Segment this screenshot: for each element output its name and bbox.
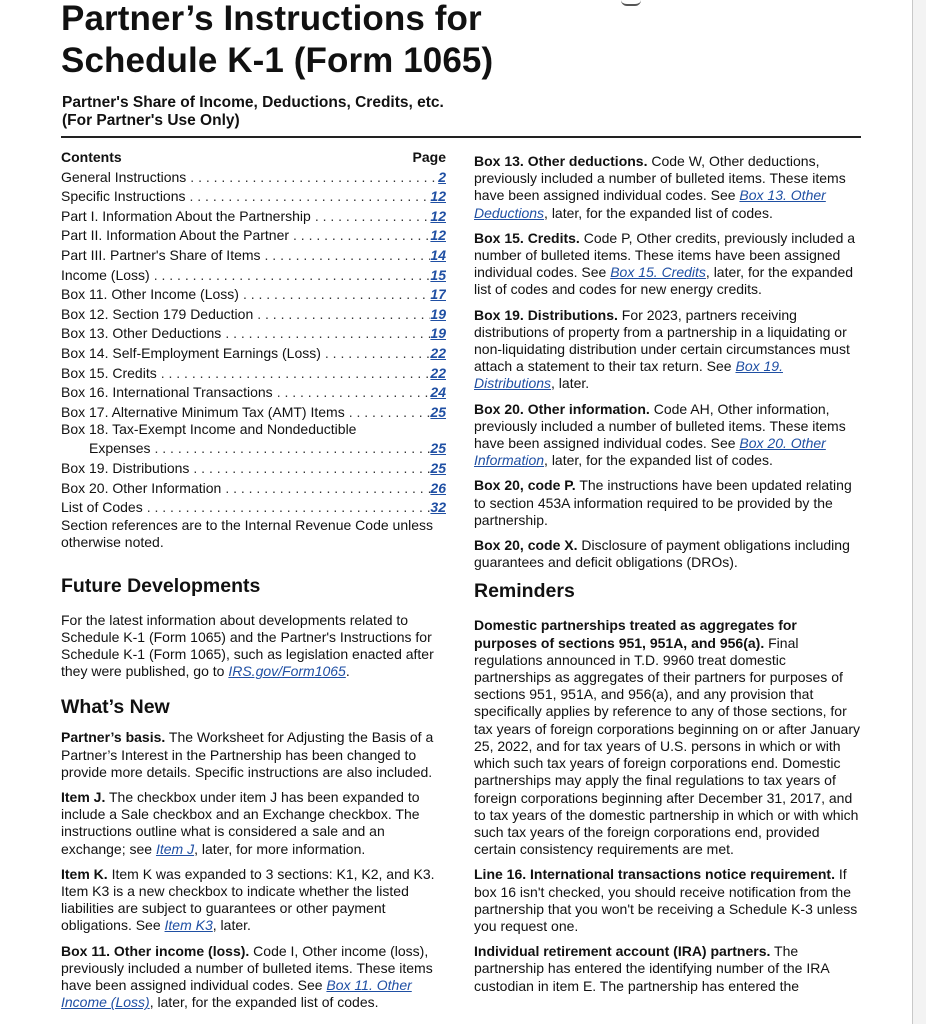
toc-row [61,244,446,264]
future-developments-text: For the latest information about developments related to Schedule K-1 (Form 1065) and the Partner's Instructions for Schedule K-1 (Form 1065), such as legislation enacted after they were published, go to IRS.gov/Form1065. [61,611,434,680]
toc-label: Box 13. Other Deductions [61,325,222,342]
toc-leader-dots [321,345,431,362]
toc-leader-dots [345,404,431,421]
toc-row [61,342,446,362]
toc-leader-dots [273,384,431,401]
toc-row [61,382,446,402]
box-13-link[interactable]: Box 13. Other Deductions [474,187,826,221]
ira-partners-paragraph: Individual retirement account (IRA) partners. The partnership has entered the identifying number of the IRA custodian in item E. The partnership has entered the [474,943,829,994]
box-11-link[interactable]: Box 11. Other Income (Loss) [61,976,412,1011]
toc-row [61,225,446,245]
box-15-paragraph: Box 15. Credits. Code P, Other credits, previously included a number of bulleted items. These items have been assigned individual codes. See Box 15. Credits, later, for the expanded list of codes and codes for new energy credits. [474,229,856,298]
toc-row [61,284,446,304]
domestic-partnerships-paragraph: Domestic partnerships treated as aggregates for purposes of sections 951, 951A, and 956(a). Final regulations announced in T.D. 9960 treat domestic partnerships as aggregates of their partners for purposes of sections 951, 951A, and 956(a), and any provision that specifically applies by reference to any of those sections, for tax years of foreign corporations beginning on or after January 25, 2022, and for tax years of U.S. persons in which or with which such tax years of foreign corporations end. Domestic partnerships may apply the final regulations to tax years of foreign corporations beginning after December 31, 2017, and to tax years of the domestic partnership in which or with which such tax years of the foreign corporations end, provided certain consistency requirements are met. [474,617,861,858]
toc-label: Expenses [89,440,151,457]
right-column [474,153,862,1003]
toc-label: Specific Instructions [61,188,186,205]
item-j-paragraph: Item J. The checkbox under item J has been expanded to include a Sale checkbox and an Exchange checkbox. The instructions outline what is considered a sale and an exchange; see Item J, later, for more information. [61,788,420,857]
page-edge-mark [621,0,641,6]
toc-label: List of Codes [61,499,143,516]
toc-leader-dots [221,325,430,342]
toc-page-link[interactable]: 22 [430,344,446,361]
toc-leader-dots [253,306,430,323]
toc-label: Box 15. Credits [61,364,157,381]
toc-label: Part II. Information About the Partner [61,227,290,244]
toc-row [61,477,446,497]
toc-leader-dots [221,480,430,497]
toc-page-link[interactable]: 15 [430,266,446,283]
toc-row [61,362,446,382]
toc-leader-dots [261,247,431,264]
toc-page-link[interactable]: 12 [430,207,446,224]
toc-label: Box 18. Tax-Exempt Income and Nondeductible [61,420,357,437]
toc-page-link[interactable]: 12 [430,188,446,205]
toc-row [61,303,446,323]
toc-page-link[interactable]: 32 [430,499,446,516]
partners-basis-paragraph: Partner’s basis. The Worksheet for Adjusting the Basis of a Partner’s Interest in the Partnership has been changed to provide more details. Specific instructions are also included. [61,729,434,780]
item-k-paragraph: Item K. Item K was expanded to 3 sections: K1, K2, and K3. Item K3 is a new checkbox to indicate whether the listed liabilities are subject to guarantees or other payment obligations. See Item K3, later. [61,865,435,934]
toc-leader-dots [289,227,430,244]
toc-row [61,166,446,186]
scrollbar[interactable] [912,0,926,1024]
document-title: Partner’s Instructions for Schedule K-1 (Form 1065) [61,0,494,80]
reminders-heading: Reminders [474,580,575,603]
toc-label: Box 11. Other Income (Loss) [61,286,239,303]
toc-leader-dots [150,267,431,284]
line-16-paragraph: Line 16. International transactions notice requirement. If box 16 isn't checked, you should receive notification from the partnership that you won't be receiving a Schedule K-3 unless you request one. [474,866,858,934]
header-rule [61,136,861,138]
toc-label: Box 19. Distributions [61,459,190,476]
future-developments-heading: Future Developments [61,574,261,597]
toc-page-link[interactable]: 19 [430,325,446,342]
toc-page-link[interactable]: 25 [430,459,446,476]
section-references-note: Section references are to the Internal Revenue Code unless otherwise noted. [61,517,434,551]
toc-leader-dots [143,499,431,516]
item-j-link[interactable]: Item J [155,840,195,857]
toc-row [61,438,446,458]
box-20-paragraph: Box 20. Other information. Code AH, Other information, previously included a number of bulleted items. These items have been assigned individual codes. See Box 20. Other Information, later, for the expanded list of codes. [474,400,846,469]
toc-label: Part I. Information About the Partnership [61,207,311,224]
box-20-code-x-paragraph: Box 20, code X. Disclosure of payment obligations including guarantees and deficit obligations (DROs). [474,537,850,571]
toc-label: Part III. Partner's Share of Items [61,246,261,263]
box-19-paragraph: Box 19. Distributions. For 2023, partners receiving distributions of property from a partnership in a liquidating or non-liquidating distribution under certain circumstances must attach a statement to their tax return. See Box 19. Distributions, later. [474,306,850,392]
left-column [61,149,446,1019]
table-of-contents [61,166,446,516]
box-13-paragraph: Box 13. Other deductions. Code W, Other deductions, previously included a number of bulleted items. These items have been assigned individual codes. See Box 13. Other Deductions, later, for the expanded list of codes. [474,153,846,221]
toc-leader-dots [311,208,431,225]
box-11-paragraph: Box 11. Other income (loss). Code I, Other income (loss), previously included a number of bulleted items. These items have been assigned individual codes. See Box 11. Other Income (Loss), later, for the expanded list of codes. [61,942,433,1011]
toc-row [61,497,446,517]
document-subtitle: Partner's Share of Income, Deductions, Credits, etc. (For Partner's Use Only) [62,94,444,129]
box-19-link[interactable]: Box 19. Distributions [474,358,783,392]
toc-row [61,323,446,343]
toc-leader-dots [186,188,431,205]
toc-label: Box 17. Alternative Minimum Tax (AMT) Items [61,403,345,420]
toc-page-link[interactable]: 12 [430,227,446,244]
toc-page-link[interactable]: 22 [430,364,446,381]
toc-label: Box 14. Self-Employment Earnings (Loss) [61,344,321,361]
toc-row [61,457,446,477]
irs-form1065-link[interactable]: IRS.gov/Form1065 [228,663,346,680]
toc-label: Income (Loss) [61,266,150,283]
box-20-link[interactable]: Box 20. Other Information [474,435,826,469]
toc-page-link[interactable]: 2 [438,168,446,185]
box-20-code-p-paragraph: Box 20, code P. The instructions have been updated relating to section 453A information required to be provided by the partnership. [474,477,852,528]
toc-label: Box 20. Other Information [61,479,222,496]
toc-label: Box 16. International Transactions [61,384,273,401]
contents-header: Contents Page [61,149,446,165]
toc-row [61,205,446,225]
item-k3-link[interactable]: Item K3 [164,917,213,934]
toc-leader-dots [239,286,430,303]
toc-page-link[interactable]: 25 [430,440,446,457]
toc-row [61,401,446,421]
box-15-link[interactable]: Box 15. Credits [610,264,706,281]
toc-page-link[interactable]: 25 [430,403,446,420]
toc-leader-dots [186,169,438,186]
toc-row [61,186,446,206]
toc-leader-dots [150,440,430,457]
toc-row [61,421,446,438]
toc-label: Box 12. Section 179 Deduction [61,305,254,322]
toc-page-link[interactable]: 26 [430,479,446,496]
toc-row [61,264,446,284]
toc-page-link[interactable]: 14 [430,246,446,263]
toc-page-link[interactable]: 19 [430,305,446,322]
toc-leader-dots [157,365,431,382]
toc-label: General Instructions [61,168,187,185]
toc-page-link[interactable]: 24 [430,384,446,401]
whats-new-heading: What’s New [61,696,170,719]
toc-page-link[interactable]: 17 [430,286,446,303]
toc-leader-dots [189,460,430,477]
